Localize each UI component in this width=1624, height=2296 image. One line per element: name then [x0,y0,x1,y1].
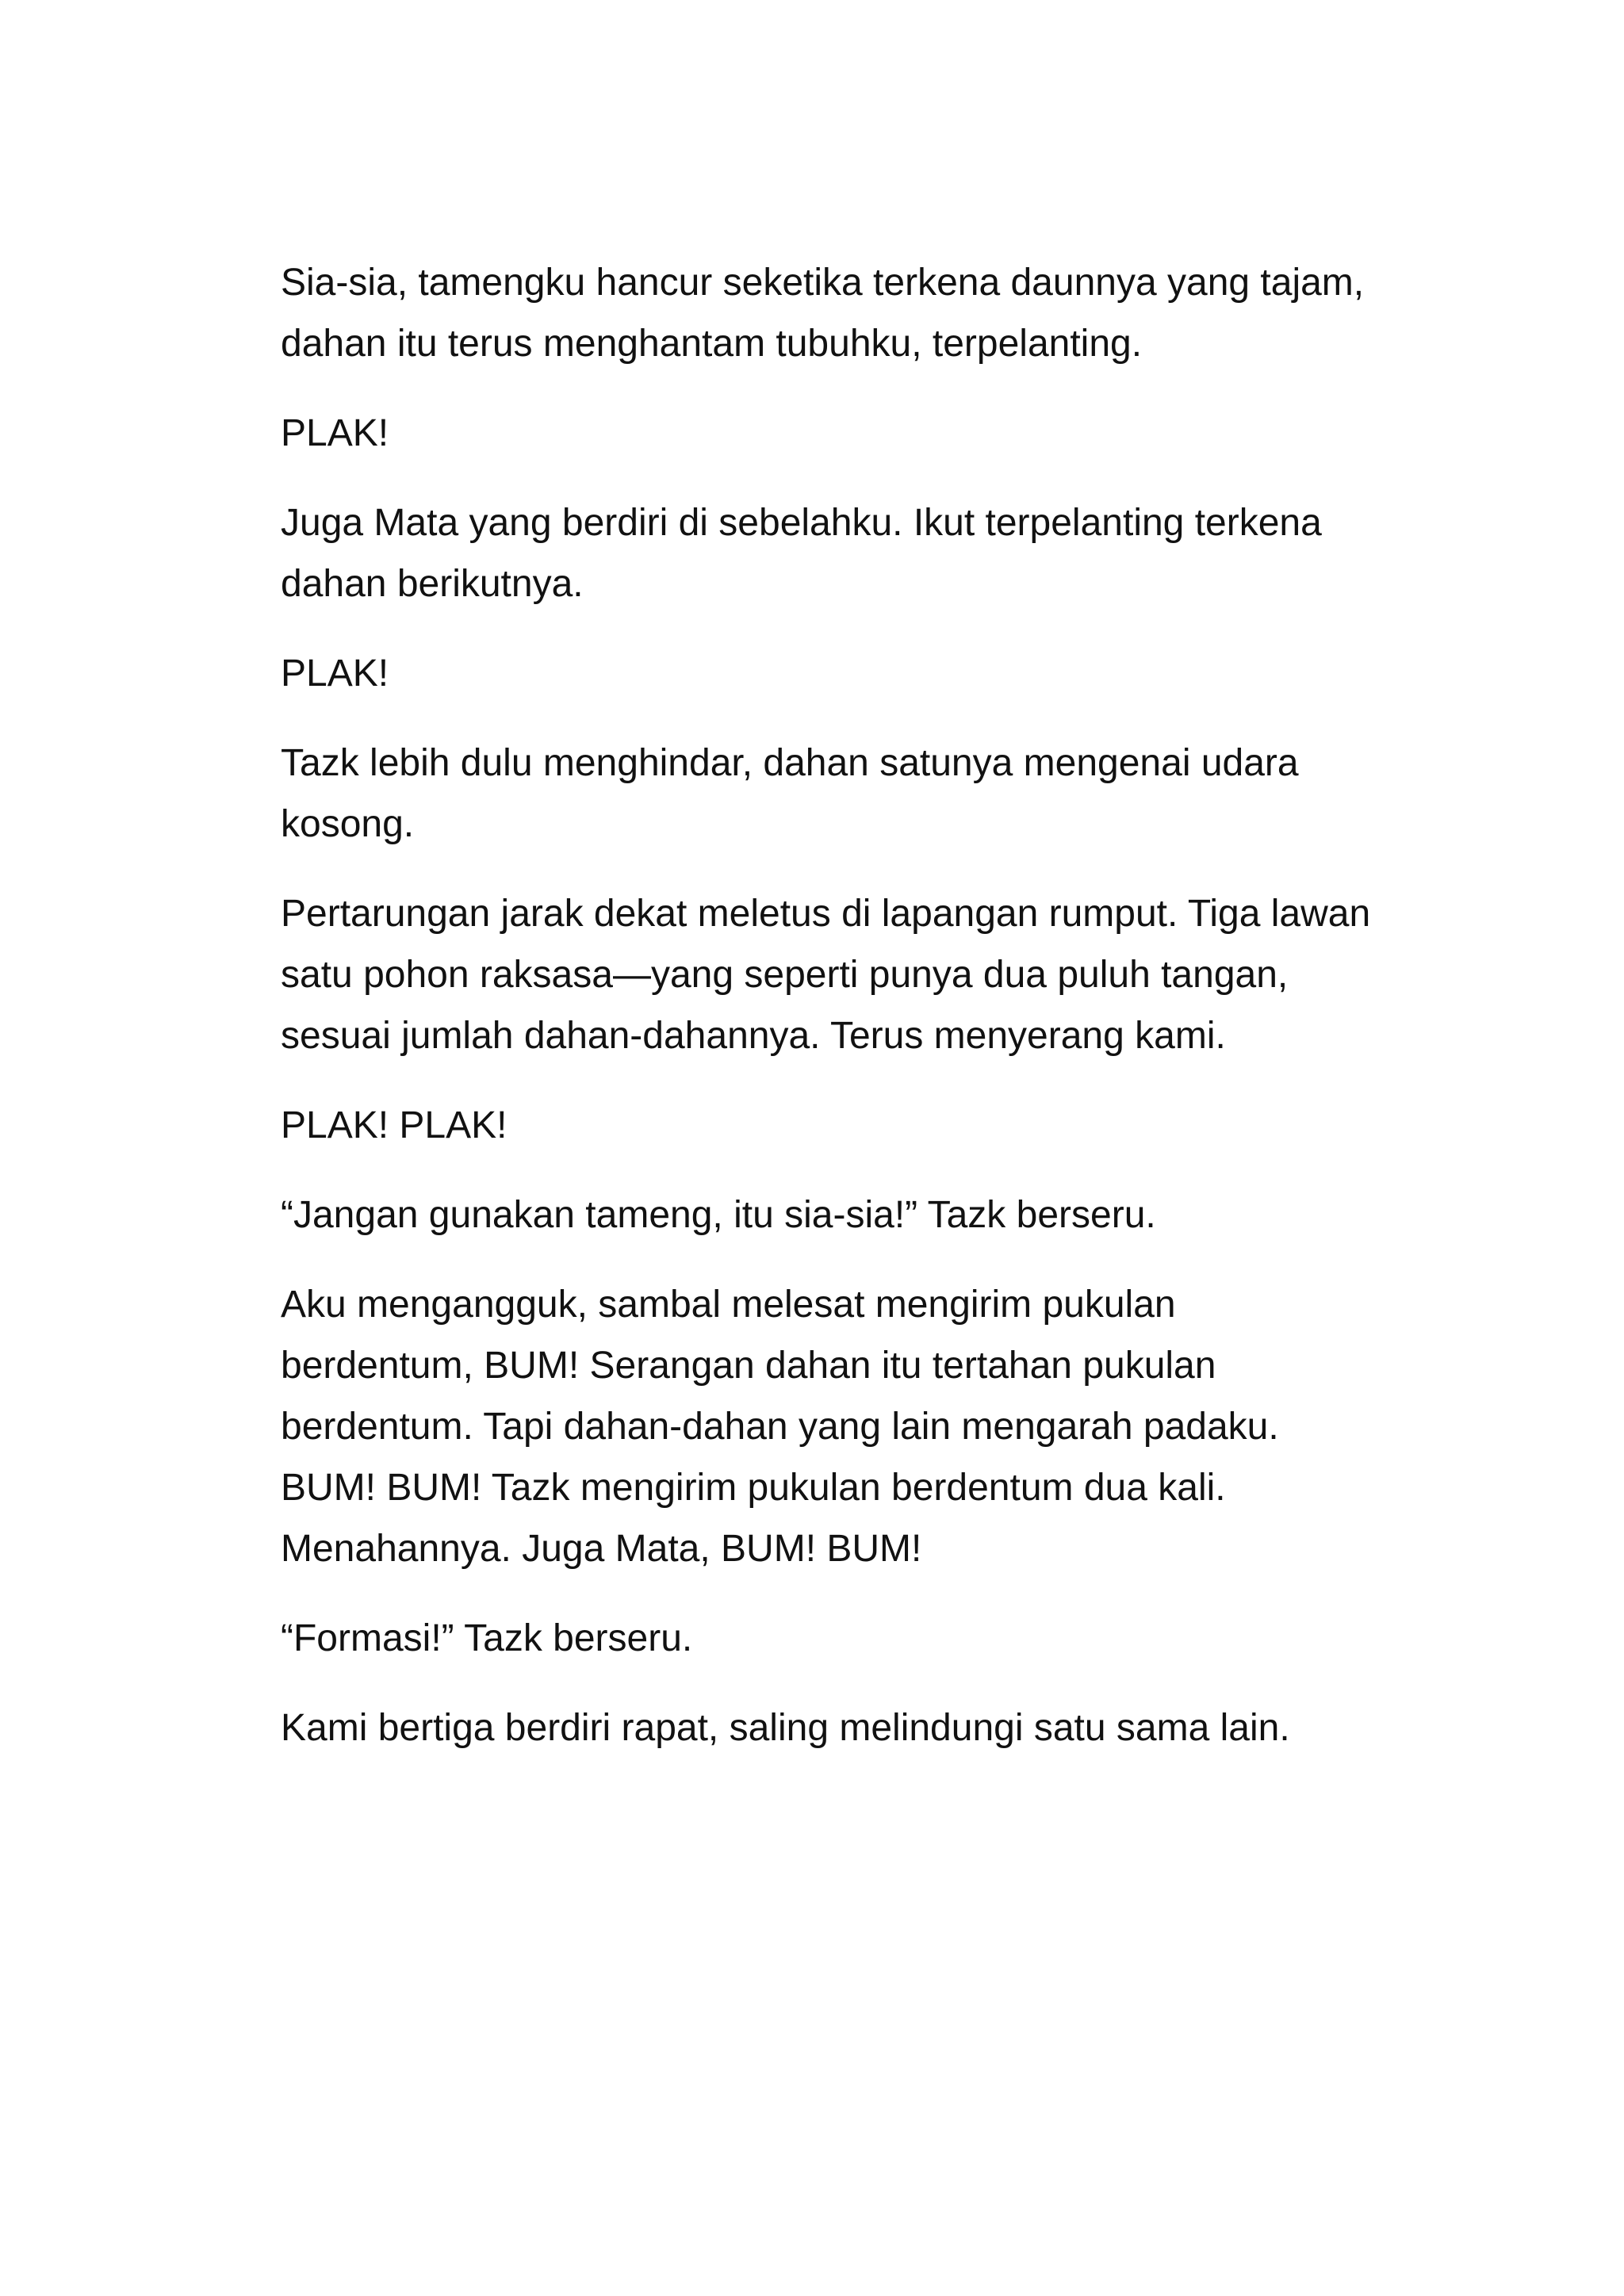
paragraph-4: PLAK! [281,652,389,695]
paragraph-10: “Formasi!” Tazk berseru. [281,1617,693,1659]
paragraph-5: Tazk lebih dulu menghindar, dahan satunya mengenai udara kosong. [281,742,1299,845]
paragraph-8: “Jangan gunakan tameng, itu sia-sia!” Tazk berseru. [281,1194,1156,1236]
paragraph-9: Aku mengangguk, sambal melesat mengirim pukulan berdentum, BUM! Serangan dahan itu tertahan pukulan berdentum. Tapi dahan-dahan yang lain mengarah padaku. BUM! BUM! Tazk mengirim pukulan berdentum dua kali. Menahannya. Juga Mata, BUM! BUM! [281,1284,1279,1570]
body-text [281,252,1375,1787]
paragraph-6: Pertarungan jarak dekat meletus di lapangan rumput. Tiga lawan satu pohon raksasa—yang seperti punya dua puluh tangan, sesuai jumlah dahan-dahannya. Terus menyerang kami. [281,893,1371,1057]
paragraph-1: Sia-sia, tamengku hancur seketika terkena daunnya yang tajam, dahan itu terus menghantam tubuhku, terpelanting. [281,262,1365,365]
paragraph-2: PLAK! [281,412,389,454]
paragraph-11: Kami bertiga berdiri rapat, saling melindungi satu sama lain. [281,1707,1290,1749]
paragraph-7: PLAK! PLAK! [281,1104,508,1146]
paragraph-3: Juga Mata yang berdiri di sebelahku. Ikut terpelanting terkena dahan berikutnya. [281,502,1322,605]
